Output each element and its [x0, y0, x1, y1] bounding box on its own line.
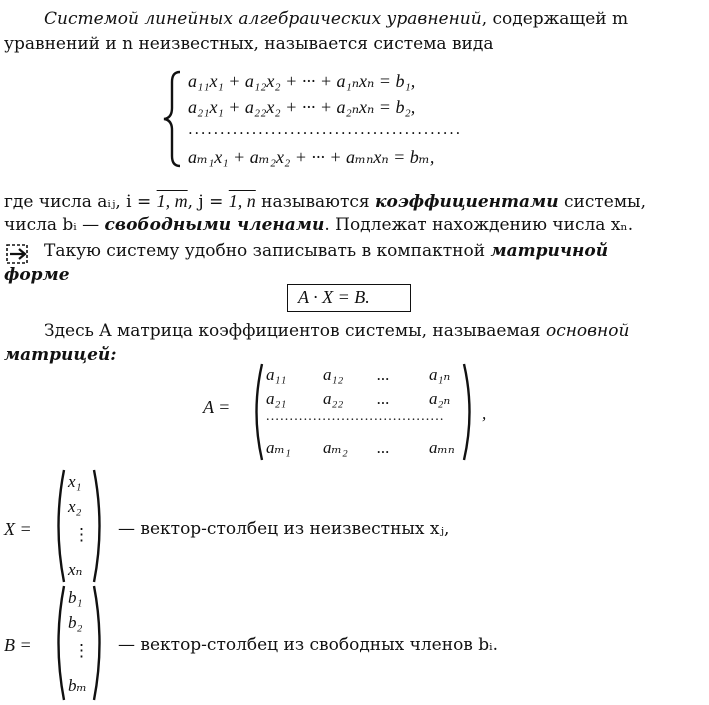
vector-b-right-paren: [92, 584, 106, 702]
matrix-a-cell: aₘ₂: [323, 438, 348, 457]
vector-b-left-paren: [52, 584, 66, 702]
para2-l2-a: числа bᵢ —: [4, 215, 105, 235]
vector-x-entry: xₙ: [68, 560, 83, 579]
vector-b-entry: b₁: [68, 588, 83, 607]
matrix-a-cell: ...: [377, 438, 390, 457]
matrix-a-cell: a₁₁: [266, 365, 287, 384]
term-main: основной: [545, 321, 630, 341]
term-free-members: свободными членами: [104, 215, 325, 235]
matrix-a-right-paren: [462, 362, 476, 462]
para2-l2-b: . Подлежат нахождению числа xₙ.: [324, 215, 634, 235]
matrix-a-cell: ...: [377, 365, 390, 384]
matrix-a-comma: ,: [482, 404, 487, 423]
vector-b-entry: bₘ: [68, 676, 87, 695]
matrix-a-dots-row: ......................................: [266, 409, 445, 424]
matrix-a-cell: aₘₙ: [429, 438, 455, 457]
vector-b-vdots: ⋮: [73, 641, 90, 660]
vector-b-entry: b₂: [68, 613, 83, 632]
matrix-a-cell: a₂₁: [266, 389, 287, 408]
system-row-dots: ...........................................: [188, 120, 462, 138]
para2-line2: [4, 214, 633, 236]
system-row-m: aₘ₁x₁ + aₘ₂x₂ + ··· + aₘₙxₙ = bₘ,: [188, 147, 435, 167]
matrix-a-cell: a₁ₙ: [429, 365, 451, 384]
vector-x-lhs: X =: [4, 519, 32, 539]
vector-x-right-paren: [92, 468, 106, 584]
vector-x-desc: — вектор-столбец из неизвестных xⱼ,: [118, 519, 450, 539]
term-matrix: матричной: [490, 241, 609, 261]
matrix-a-cell: aₘ₁: [266, 438, 291, 457]
system-row-1: a₁₁x₁ + a₁₂x₂ + ··· + a₁ₙxₙ = b₁,: [188, 71, 416, 91]
para2-text-b: , j =: [187, 192, 229, 212]
matrix-a-cell: ...: [377, 389, 390, 408]
matrix-a-lhs: A =: [203, 397, 231, 417]
vector-b-lhs: B =: [4, 635, 32, 655]
term-coefficients: коэффициентами: [375, 192, 559, 212]
para4-line1: [44, 320, 629, 342]
matrix-a-left-paren: [250, 362, 264, 462]
term-form: форме: [4, 265, 70, 285]
para1-line2: уравнений и n неизвестных, называется система вида: [4, 34, 494, 54]
matrix-a-cell: a₁₂: [323, 365, 344, 384]
term-matrix-2: матрицей:: [4, 345, 117, 365]
vector-x-entry: x₁: [68, 472, 82, 491]
para2-text-a: где числа aᵢⱼ, i =: [4, 192, 157, 212]
para2-line1: [4, 190, 646, 213]
para1-line1-rest: , содержащей m: [481, 9, 629, 29]
term-system: Системой линейных алгебраических уравнений: [44, 9, 482, 29]
boxed-formula: A · X = B.: [298, 287, 370, 307]
range-n: 1, n: [228, 191, 256, 211]
matrix-a-cell: a₂₂: [323, 389, 344, 408]
para4-text: Здесь A матрица коэффициентов системы, называемая: [44, 321, 546, 341]
vector-b-desc: — вектор-столбец из свободных членов bᵢ.: [118, 635, 498, 655]
range-m: 1, m: [156, 191, 188, 211]
system-row-2: a₂₁x₁ + a₂₂x₂ + ··· + a₂ₙxₙ = b₂,: [188, 97, 416, 117]
para2-text-c: называются: [255, 192, 375, 212]
vector-x-entry: x₂: [68, 497, 82, 516]
para3-line1: [44, 240, 608, 262]
para2-text-d: системы,: [558, 192, 646, 212]
system-brace: [160, 70, 184, 168]
vector-x-vdots: ⋮: [73, 525, 90, 544]
para3-text: Такую систему удобно записывать в компактной: [44, 241, 491, 261]
matrix-a-cell: a₂ₙ: [429, 389, 451, 408]
para1-line1: [44, 8, 628, 30]
vector-x-left-paren: [52, 468, 66, 584]
